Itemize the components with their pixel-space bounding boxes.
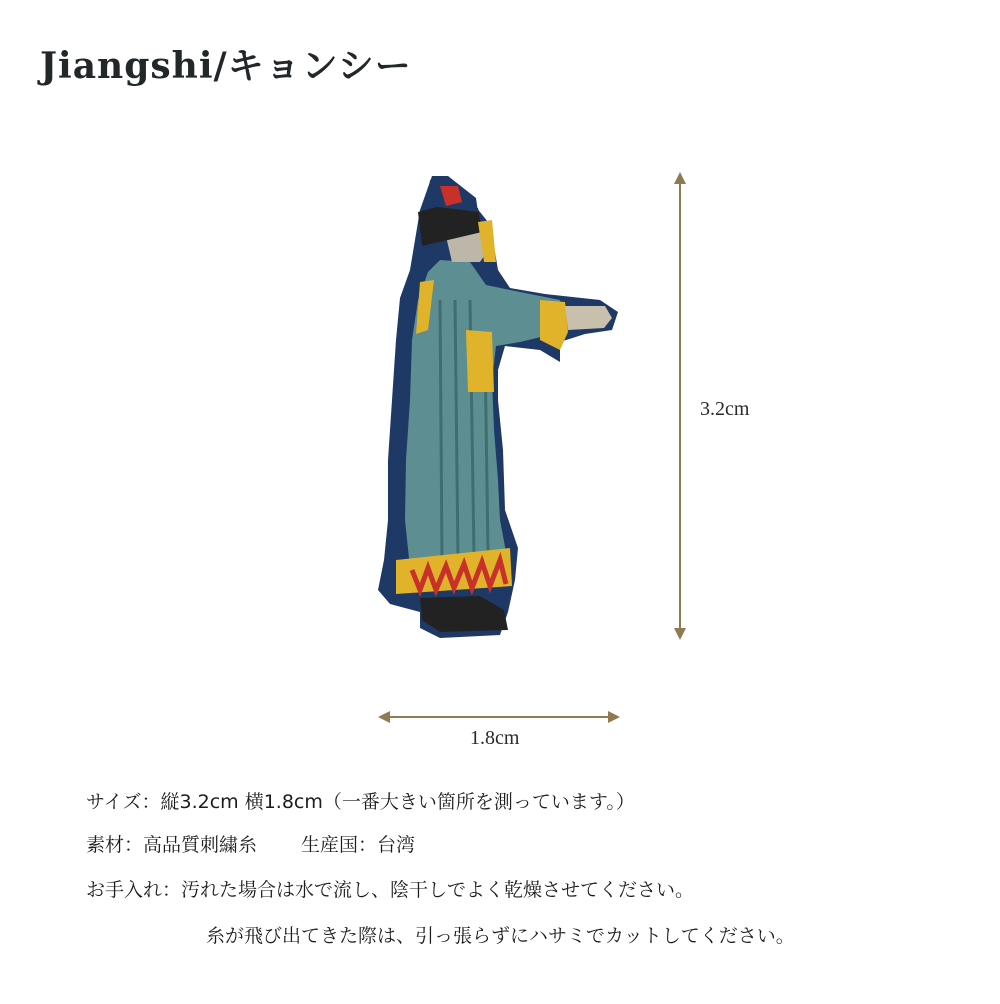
width-dimension-line — [378, 711, 620, 723]
material-info: 素材：高品質刺繍糸 — [86, 834, 258, 856]
care-info-line2: 糸が飛び出てきた際は、引っ張らずにハサミでカットしてください。 — [206, 925, 795, 947]
page-title: Jiangshi/キョンシー — [40, 45, 412, 87]
height-label: 3.2cm — [700, 398, 750, 420]
width-label: 1.8cm — [470, 727, 520, 749]
material-origin-row — [86, 830, 415, 857]
height-dimension-line — [674, 172, 686, 640]
care-info-line1: お手入れ：汚れた場合は水で流し、陰干しでよく乾燥させてください。 — [86, 879, 695, 901]
origin-info: 生産国：台湾 — [301, 834, 416, 856]
patch-body — [378, 176, 618, 638]
size-info: サイズ：縦3.2cm 横1.8cm（一番大きい箇所を測っています。） — [86, 791, 635, 813]
